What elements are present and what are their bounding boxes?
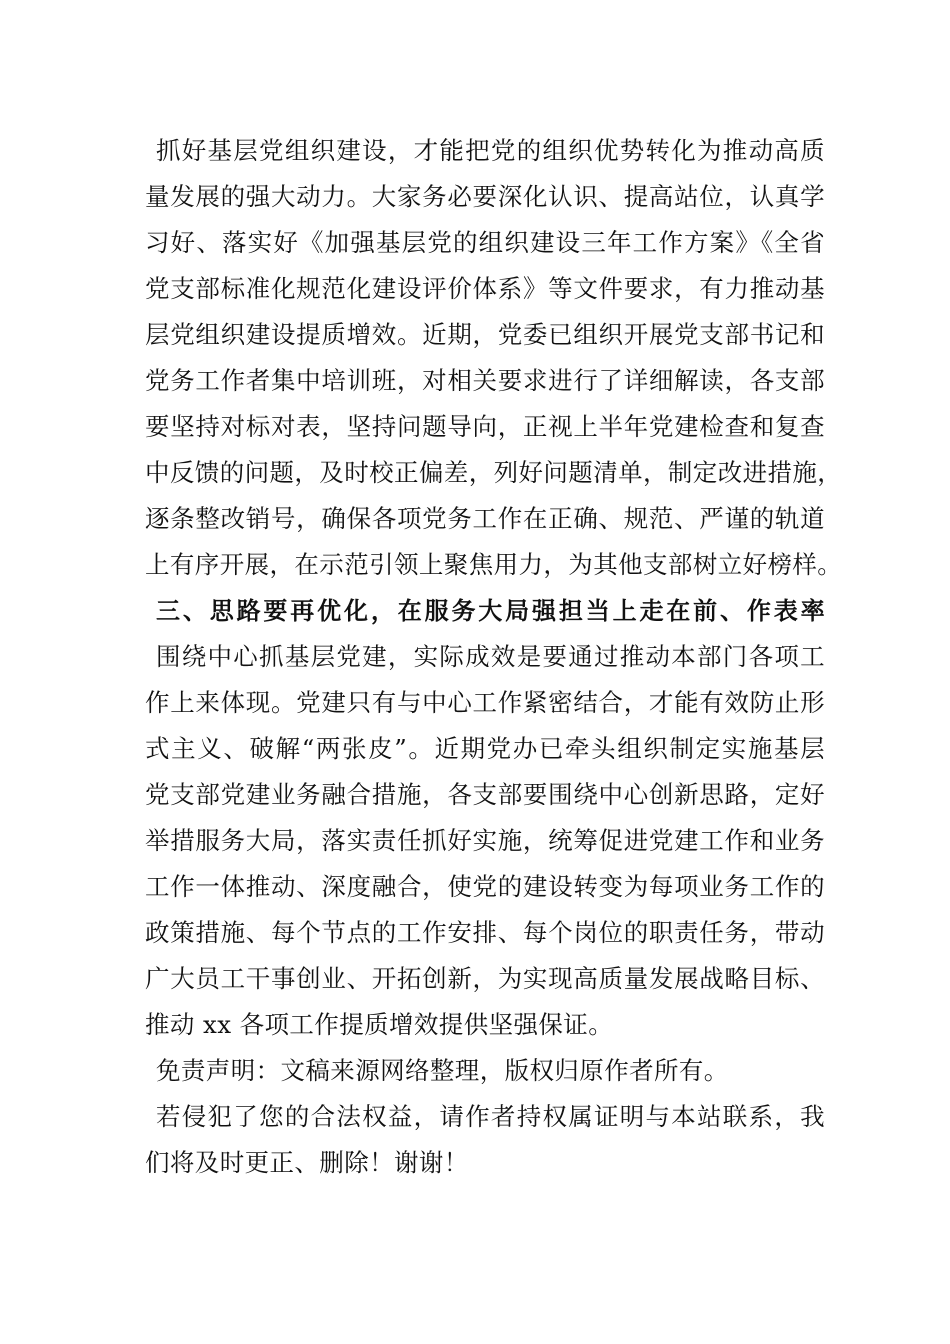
paragraph-line: 政策措施、每个节点的工作安排、每个岗位的职责任务，带动 [145,918,825,947]
disclaimer [145,1048,825,1186]
paragraph-2 [145,634,825,1048]
section-heading-3: 三、思路要再优化，在服务大局强担当上走在前、作表率 [156,597,825,625]
paragraph-line: 量发展的强大动力。大家务必要深化认识、提高站位，认真学 [145,182,825,211]
paragraph-line: 抓好基层党组织建设，才能把党的组织优势转化为推动高质 [156,136,825,165]
disclaimer-line: 免责声明：文稿来源网络整理，版权归原作者所有。 [156,1056,729,1085]
disclaimer-line: 若侵犯了您的合法权益，请作者持权属证明与本站联系，我 [156,1102,825,1131]
paragraph-line: 要坚持对标对表，坚持问题导向，正视上半年党建检查和复查 [145,412,825,441]
paragraph-line: 党务工作者集中培训班，对相关要求进行了详细解读，各支部 [145,366,825,395]
paragraph-line: 作上来体现。党建只有与中心工作紧密结合，才能有效防止形 [145,688,825,717]
paragraph-line: 式主义、破解“两张皮”。近期党办已牵头组织制定实施基层 [145,734,825,763]
paragraph-line: 层党组织建设提质增效。近期，党委已组织开展党支部书记和 [145,320,825,349]
document-page [145,128,843,1186]
paragraph-line: 党支部党建业务融合措施，各支部要围绕中心创新思路，定好 [145,780,825,809]
paragraph-line: 推动 xx 各项工作提质增效提供坚强保证。 [145,1010,614,1039]
paragraph-line: 党支部标准化规范化建设评价体系》等文件要求，有力推动基 [145,274,825,303]
paragraph-line: 围绕中心抓基层党建，实际成效是要通过推动本部门各项工 [156,642,825,671]
paragraph-line: 中反馈的问题，及时校正偏差，列好问题清单，制定改进措施， [145,458,843,487]
paragraph-line: 举措服务大局，落实责任抓好实施，统筹促进党建工作和业务 [145,826,825,855]
paragraph-line: 习好、落实好《加强基层党的组织建设三年工作方案》《全省 [145,228,825,257]
paragraph-line: 工作一体推动、深度融合，使党的建设转变为每项业务工作的 [145,872,825,901]
disclaimer-line: 们将及时更正、删除！谢谢！ [145,1148,469,1177]
paragraph-line: 上有序开展，在示范引领上聚焦用力，为其他支部树立好榜样。 [145,550,843,579]
paragraph-line: 广大员工干事创业、开拓创新，为实现高质量发展战略目标、 [145,964,825,993]
paragraph-1 [145,128,843,588]
paragraph-line: 逐条整改销号，确保各项党务工作在正确、规范、严谨的轨道 [145,504,825,533]
